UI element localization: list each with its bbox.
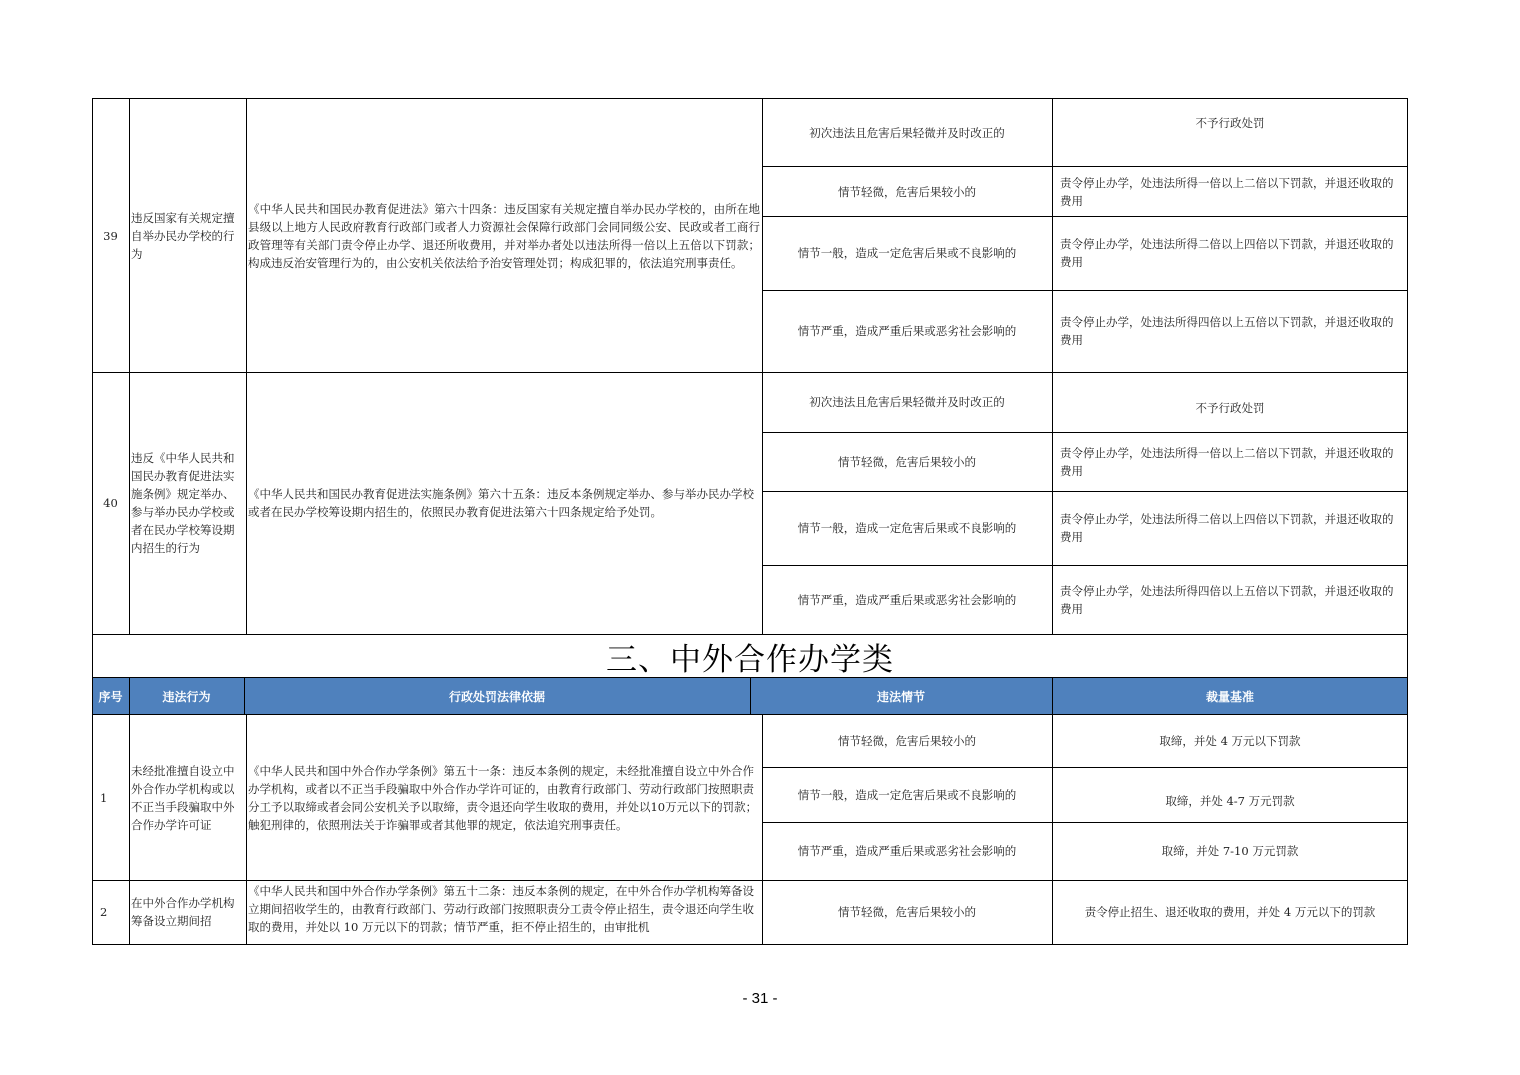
row-number: 1: [100, 790, 108, 805]
grid-line: [92, 98, 1408, 99]
grid-line: [762, 767, 1408, 768]
grid-line: [762, 822, 1408, 823]
standard-cell: 取缔，并处 4-7 万元罚款: [1165, 794, 1295, 808]
row-number: 40: [103, 496, 118, 510]
standard-text: 责令停止办学，处违法所得四倍以上五倍以下罚款，并退还收取的费用: [1060, 315, 1394, 347]
section-title: 三、中外合作办学类: [606, 641, 894, 678]
grid-line: [129, 715, 130, 945]
header-basis: 行政处罚法律依据: [244, 678, 750, 715]
header-standard: 裁量基准: [1052, 678, 1408, 715]
row-number: 39: [103, 228, 118, 243]
grid-line: [1407, 98, 1408, 945]
circumstance-cell: 初次违法且危害后果轻微并及时改正的: [809, 126, 1005, 140]
header-no: 序号: [92, 678, 129, 715]
standard-text: 责令停止办学，处违法所得二倍以上四倍以下罚款，并退还收取的费用: [1060, 512, 1394, 544]
grid-line: [762, 715, 763, 945]
standard-cell: [1058, 167, 1404, 216]
grid-line: [762, 491, 1408, 492]
circumstance-cell: 情节一般，造成一定危害后果或不良影响的: [797, 787, 1017, 802]
standard-cell: [1058, 216, 1404, 290]
standard-text: 责令停止办学，处违法所得一倍以上二倍以下罚款，并退还收取的费用: [1060, 445, 1394, 478]
grid-line: [246, 98, 247, 634]
standard-text: 责令停止办学，处违法所得四倍以上五倍以下罚款，并退还收取的费用: [1060, 583, 1394, 616]
grid-line: [129, 98, 130, 634]
grid-line: [762, 432, 1408, 433]
standard-cell: 责令停止招生、退还收取的费用，并处 4 万元以下的罚款: [1084, 905, 1376, 919]
legal-basis: [246, 715, 762, 880]
legal-basis: [246, 99, 762, 372]
circumstance-cell: 情节严重，造成严重后果或恶劣社会影响的: [797, 592, 1017, 607]
circumstance-cell: 情节轻微，危害后果较小的: [838, 905, 976, 919]
legal-basis-text: 《中华人民共和国中外合作办学条例》第五十一条：违反本条例的规定，未经批准擅自设立中外合作办学机构，或者以不正当手段骗取中外合作办学许可证的，由教育行政部门、劳动行政部门按照职责分工予以取缔或者会同公安机关予以取缔，责令退还向学生收取的费用，并处以10万元以下的罚款；触犯刑律的，依照刑法关于诈骗罪或者其他罪的规定，依法追究刑事责任。: [248, 763, 758, 832]
standard-cell: [1058, 491, 1404, 565]
violation-behavior: [129, 715, 246, 880]
circumstance-cell: 情节严重，造成严重后果或恶劣社会影响的: [797, 844, 1017, 858]
violation-behavior-text: 在中外合作办学机构筹备设立期间招: [131, 896, 235, 928]
standard-cell: [1058, 432, 1404, 491]
header-behavior: 违法行为: [129, 678, 244, 715]
legal-basis-text: 《中华人民共和国中外合作办学条例》第五十二条：违反本条例的规定，在中外合作办学机构筹备设立期间招收学生的，由教育行政部门、劳动行政部门按照职责分工责令停止招生，责令退还向学生收取的费用，并处以 10 万元以下的罚款；情节严重，拒不停止招生的，由审批机: [248, 884, 754, 934]
grid-line: [1052, 678, 1053, 715]
grid-line: [246, 715, 247, 945]
circumstance-cell: 情节一般，造成一定危害后果或不良影响的: [797, 521, 1017, 535]
legal-basis: [246, 882, 762, 944]
standard-text: 责令停止办学，处违法所得二倍以上四倍以下罚款，并退还收取的费用: [1060, 237, 1394, 269]
grid-line: [92, 944, 1408, 945]
violation-behavior: [129, 99, 246, 372]
grid-line: [1052, 98, 1053, 634]
grid-line: [762, 216, 1408, 217]
legal-basis: [246, 372, 762, 634]
standard-cell: 取缔，并处 4 万元以下罚款: [1159, 734, 1301, 748]
legal-basis-text: 《中华人民共和国民办教育促进法》第六十四条：违反国家有关规定擅自举办民办学校的，由所在地县级以上地方人民政府教育行政部门或者人力资源社会保障行政部门会同同级公安、民政或者工商行政管理等有关部门责令停止办学、退还所收费用，并对举办者处以违法所得一倍以上五倍以下罚款；构成违反治安管理行为的，由公安机关依法给予治安管理处罚；构成犯罪的，依法追究刑事责任。: [248, 201, 760, 270]
grid-line: [762, 565, 1408, 566]
grid-line: [92, 634, 1408, 635]
circumstance-cell: 初次违法且危害后果轻微并及时改正的: [809, 395, 1005, 409]
circumstance-cell: 情节轻微，危害后果较小的: [838, 454, 976, 469]
standard-cell: 不予行政处罚: [1195, 116, 1265, 130]
circumstance-cell: 情节轻微，危害后果较小的: [838, 734, 976, 748]
circumstance-cell: 情节一般，造成一定危害后果或不良影响的: [797, 246, 1017, 260]
grid-line: [92, 372, 1408, 373]
page-number: - 31 -: [742, 990, 778, 1007]
grid-line: [762, 290, 1408, 291]
grid-line: [92, 880, 1408, 881]
standard-cell: [1058, 565, 1404, 634]
legal-basis-text: 《中华人民共和国民办教育促进法实施条例》第六十五条：违反本条例规定举办、参与举办民办学校或者在民办学校筹设期内招生的，依照民办教育促进法第六十四条规定给予处罚。: [248, 487, 754, 519]
grid-line: [750, 678, 751, 715]
violation-behavior: [129, 880, 246, 944]
grid-line: [1052, 715, 1053, 945]
circumstance-cell: 情节轻微，危害后果较小的: [838, 184, 976, 199]
grid-line: [92, 98, 93, 945]
standard-cell: 取缔，并处 7-10 万元罚款: [1161, 844, 1299, 858]
grid-line: [762, 166, 1408, 167]
header-circumstance: 违法情节: [750, 678, 1052, 715]
grid-line: [129, 678, 130, 715]
standard-cell: [1058, 290, 1404, 372]
violation-behavior-text: 未经批准擅自设立中外合作办学机构或以不正当手段骗取中外合作办学许可证: [131, 763, 235, 832]
violation-behavior-text: 违反《中华人民共和国民办教育促进法实施条例》规定举办、参与举办民办学校或者在民办学校筹设期内招生的行为: [131, 451, 235, 555]
standard-text: 责令停止办学，处违法所得一倍以上二倍以下罚款，并退还收取的费用: [1060, 175, 1394, 208]
violation-behavior: [129, 372, 246, 634]
grid-line: [762, 98, 763, 634]
standard-cell: 不予行政处罚: [1195, 401, 1265, 415]
row-number: 2: [100, 905, 108, 919]
grid-line: [244, 678, 245, 715]
violation-behavior-text: 违反国家有关规定擅自举办民办学校的行为: [131, 210, 235, 261]
circumstance-cell: 情节严重，造成严重后果或恶劣社会影响的: [797, 324, 1017, 338]
